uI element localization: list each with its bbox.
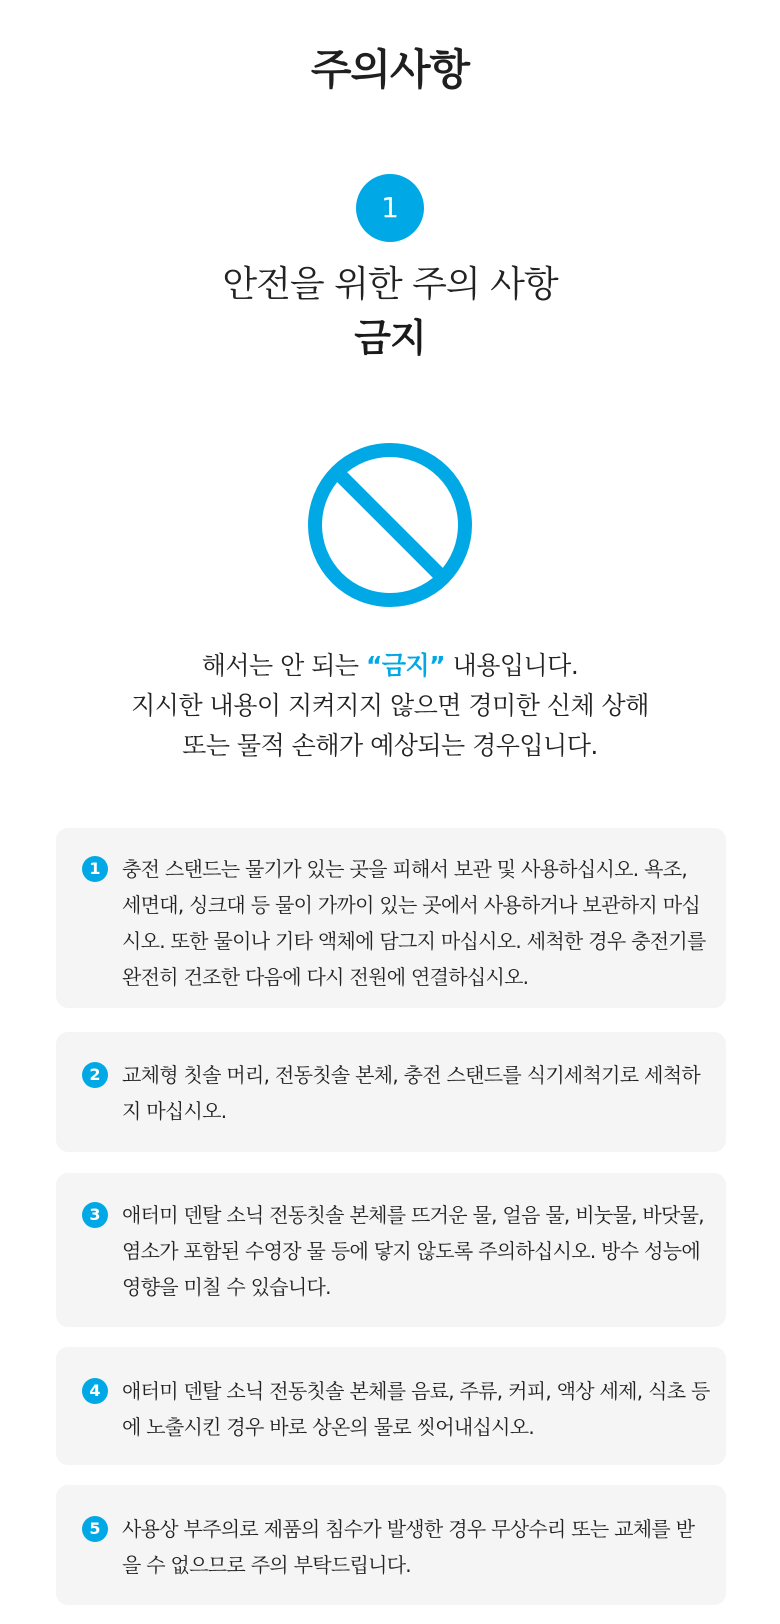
caution-text-line: 사용상 부주의로 제품의 침수가 발생한 경우 무상수리 또는 교체를 받 [122, 1517, 695, 1541]
prohibition-icon [307, 442, 473, 608]
description-line-3: 또는 물적 손해가 예상되는 경우입니다. [182, 731, 598, 760]
caution-text [122, 851, 712, 995]
description-text: 해서는 안 되는 [201, 651, 366, 680]
caution-text-line: 교체형 칫솔 머리, 전동칫솔 본체, 충전 스탠드를 식기세척기로 세척하 [122, 1063, 700, 1087]
description-text: 내용입니다. [445, 651, 579, 680]
caution-text-line: 염소가 포함된 수영장 물 등에 닿지 않도록 주의하십시오. 방수 성능에 [122, 1239, 700, 1263]
caution-card [56, 1032, 726, 1152]
section-description [0, 646, 780, 766]
caution-text [122, 1057, 712, 1129]
caution-text-line: 시오. 또한 물이나 기타 액체에 담그지 마십시오. 세척한 경우 충전기를 [122, 929, 706, 953]
caution-text-line: 영향을 미칠 수 있습니다. [122, 1275, 331, 1299]
caution-number-badge: 3 [82, 1202, 108, 1228]
section-heading: 안전을 위한 주의 사항 [222, 264, 558, 305]
caution-text-line: 애터미 덴탈 소닉 전동칫솔 본체를 뜨거운 물, 얼음 물, 비눗물, 바닷물, [122, 1203, 704, 1227]
caution-text-line: 을 수 없으므로 주의 부탁드립니다. [122, 1553, 411, 1577]
caution-card [56, 1347, 726, 1465]
caution-text-line: 완전히 건조한 다음에 다시 전원에 연결하십시오. [122, 965, 529, 989]
caution-text-line: 지 마십시오. [122, 1099, 227, 1123]
description-line-2: 지시한 내용이 지켜지지 않으면 경미한 신체 상해 [131, 691, 649, 720]
section-subheading: 금지 [354, 316, 426, 360]
section-number-badge: 1 [356, 174, 424, 242]
caution-text-line: 충전 스탠드는 물기가 있는 곳을 피해서 보관 및 사용하십시오. 욕조, [122, 857, 687, 881]
caution-text-line: 세면대, 싱크대 등 물이 가까이 있는 곳에서 사용하거나 보관하지 마십 [122, 893, 700, 917]
caution-text-line: 애터미 덴탈 소닉 전동칫솔 본체를 음료, 주류, 커피, 액상 세제, 식초 등 [122, 1379, 710, 1403]
caution-number-badge: 4 [82, 1378, 108, 1404]
prohibition-highlight: “금지” [365, 651, 446, 680]
caution-number-badge: 1 [82, 856, 108, 882]
caution-card [56, 828, 726, 1008]
caution-card [56, 1173, 726, 1327]
page-title: 주의사항 [310, 45, 470, 94]
caution-text [122, 1197, 712, 1305]
caution-text [122, 1511, 712, 1583]
description-line-1 [0, 646, 780, 686]
caution-number-badge: 5 [82, 1516, 108, 1542]
caution-number-badge: 2 [82, 1062, 108, 1088]
caution-text [122, 1373, 712, 1445]
caution-card [56, 1485, 726, 1605]
caution-text-line: 에 노출시킨 경우 바로 상온의 물로 씻어내십시오. [122, 1415, 535, 1439]
